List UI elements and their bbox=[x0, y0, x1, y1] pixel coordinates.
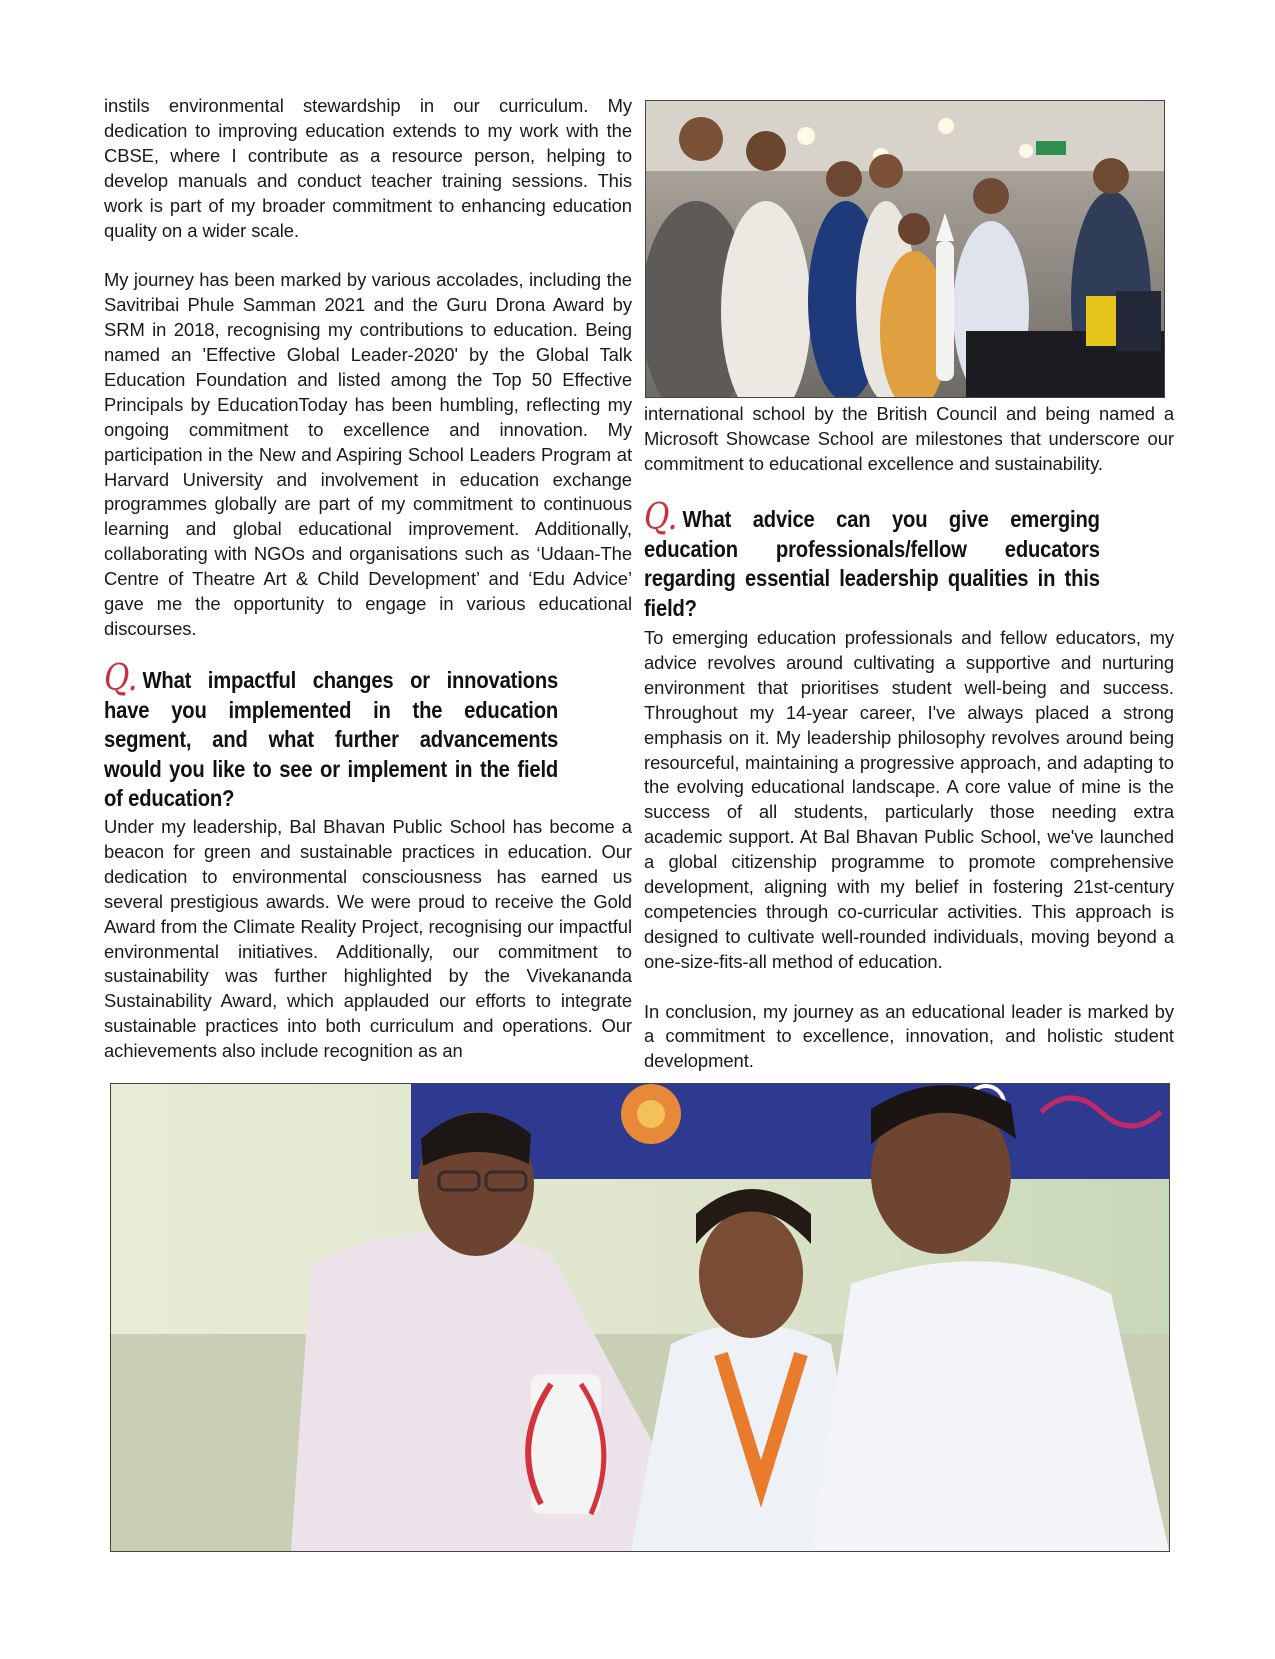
left-column-intro bbox=[104, 94, 632, 642]
intro-paragraph-1: instils environmental stewardship in our curriculum. My dedication to improving education extends to my work with the CBSE, where I contribute as a resource person, helping to develop manuals and conduct teacher training sessions. This work is part of my broader commitment to enhancing education quality on a wider scale. bbox=[104, 95, 632, 241]
answer-paragraph-innovations: Under my leadership, Bal Bhavan Public School has become a beacon for green and sustainable practices in education. Our dedication to environmental consciousness has earned us several prestigious awards. We were proud to receive the Gold Award from the Climate Reality Project, recognising our impactful environmental initiatives. Additionally, our commitment to sustainability was further highlighted by the Vivekananda Sustainability Award, which applauded our efforts to integrate sustainable practices into both curriculum and operations. Our achievements also include recognition as an bbox=[104, 816, 632, 1062]
left-column-answer bbox=[104, 815, 632, 1064]
answer-paragraph-advice: To emerging education professionals and fellow educators, my advice revolves around cultivating a supportive and nurturing environment that prioritises student well-being and success. Throughout my 14-year career, I've always placed a strong emphasis on it. My leadership philosophy revolves around being resourceful, maintaining a progressive approach, and adapting to the evolving educational landscape. A core value of mine is the success of all students, particularly those needing extra academic support. At Bal Bhavan Public School, we've launched a global citizenship programme to promote comprehensive development, aligning with my belief in fostering 21st-century competencies through co-curricular activities. This approach is designed to cultivate well-rounded individuals, moving beyond a one-size-fits-all method of education. bbox=[644, 627, 1174, 972]
right-column-intro bbox=[644, 402, 1174, 477]
classroom-photo-illustration bbox=[111, 1084, 1169, 1551]
event-photo bbox=[645, 100, 1165, 398]
event-photo-illustration bbox=[646, 101, 1164, 397]
conclusion-paragraph: In conclusion, my journey as an educational leader is marked by a commitment to excellence, innovation, and holistic student development. bbox=[644, 1000, 1174, 1072]
question-mark-icon: Q. bbox=[644, 497, 678, 538]
question-heading-innovations bbox=[104, 658, 559, 814]
british-council-paragraph: international school by the British Council and being named a Microsoft Showcase School are milestones that underscore our commitment to educational excellence and sustainability. bbox=[644, 403, 1174, 474]
accolades-paragraph: My journey has been marked by various accolades, including the Savitribai Phule Samman 2021 and the Guru Drona Award by SRM in 2018, recognising my contributions to education. Being named an 'Effective Global Leader-2020' by the Global Talk Education Foundation and listed among the Top 50 Effective Principals by EducationToday has been humbling, reflecting my ongoing commitment to excellence and innovation. My participation in the New and Aspiring School Leaders Program at Harvard University and involvement in education exchange programmes globally are part of my commitment to continuous learning and global educational improvement. Additionally, collaborating with NGOs and organisations such as ‘Udaan-The Centre of Theatre Art & Child Development’ and ‘Edu Advice’ gave me the opportunity to engage in various educational discourses. bbox=[104, 269, 632, 640]
right-column-answer bbox=[644, 626, 1174, 1074]
question-text: What advice can you give emerging education professionals/fellow educators regarding essential leadership qualities in this field? bbox=[644, 506, 1100, 621]
question-text: What impactful changes or innovations have you implemented in the education segment, and what further advancements would you like to see or implement in the field of education? bbox=[104, 667, 559, 812]
question-mark-icon: Q. bbox=[104, 658, 138, 699]
classroom-photo bbox=[110, 1083, 1170, 1552]
question-heading-advice bbox=[644, 497, 1100, 623]
